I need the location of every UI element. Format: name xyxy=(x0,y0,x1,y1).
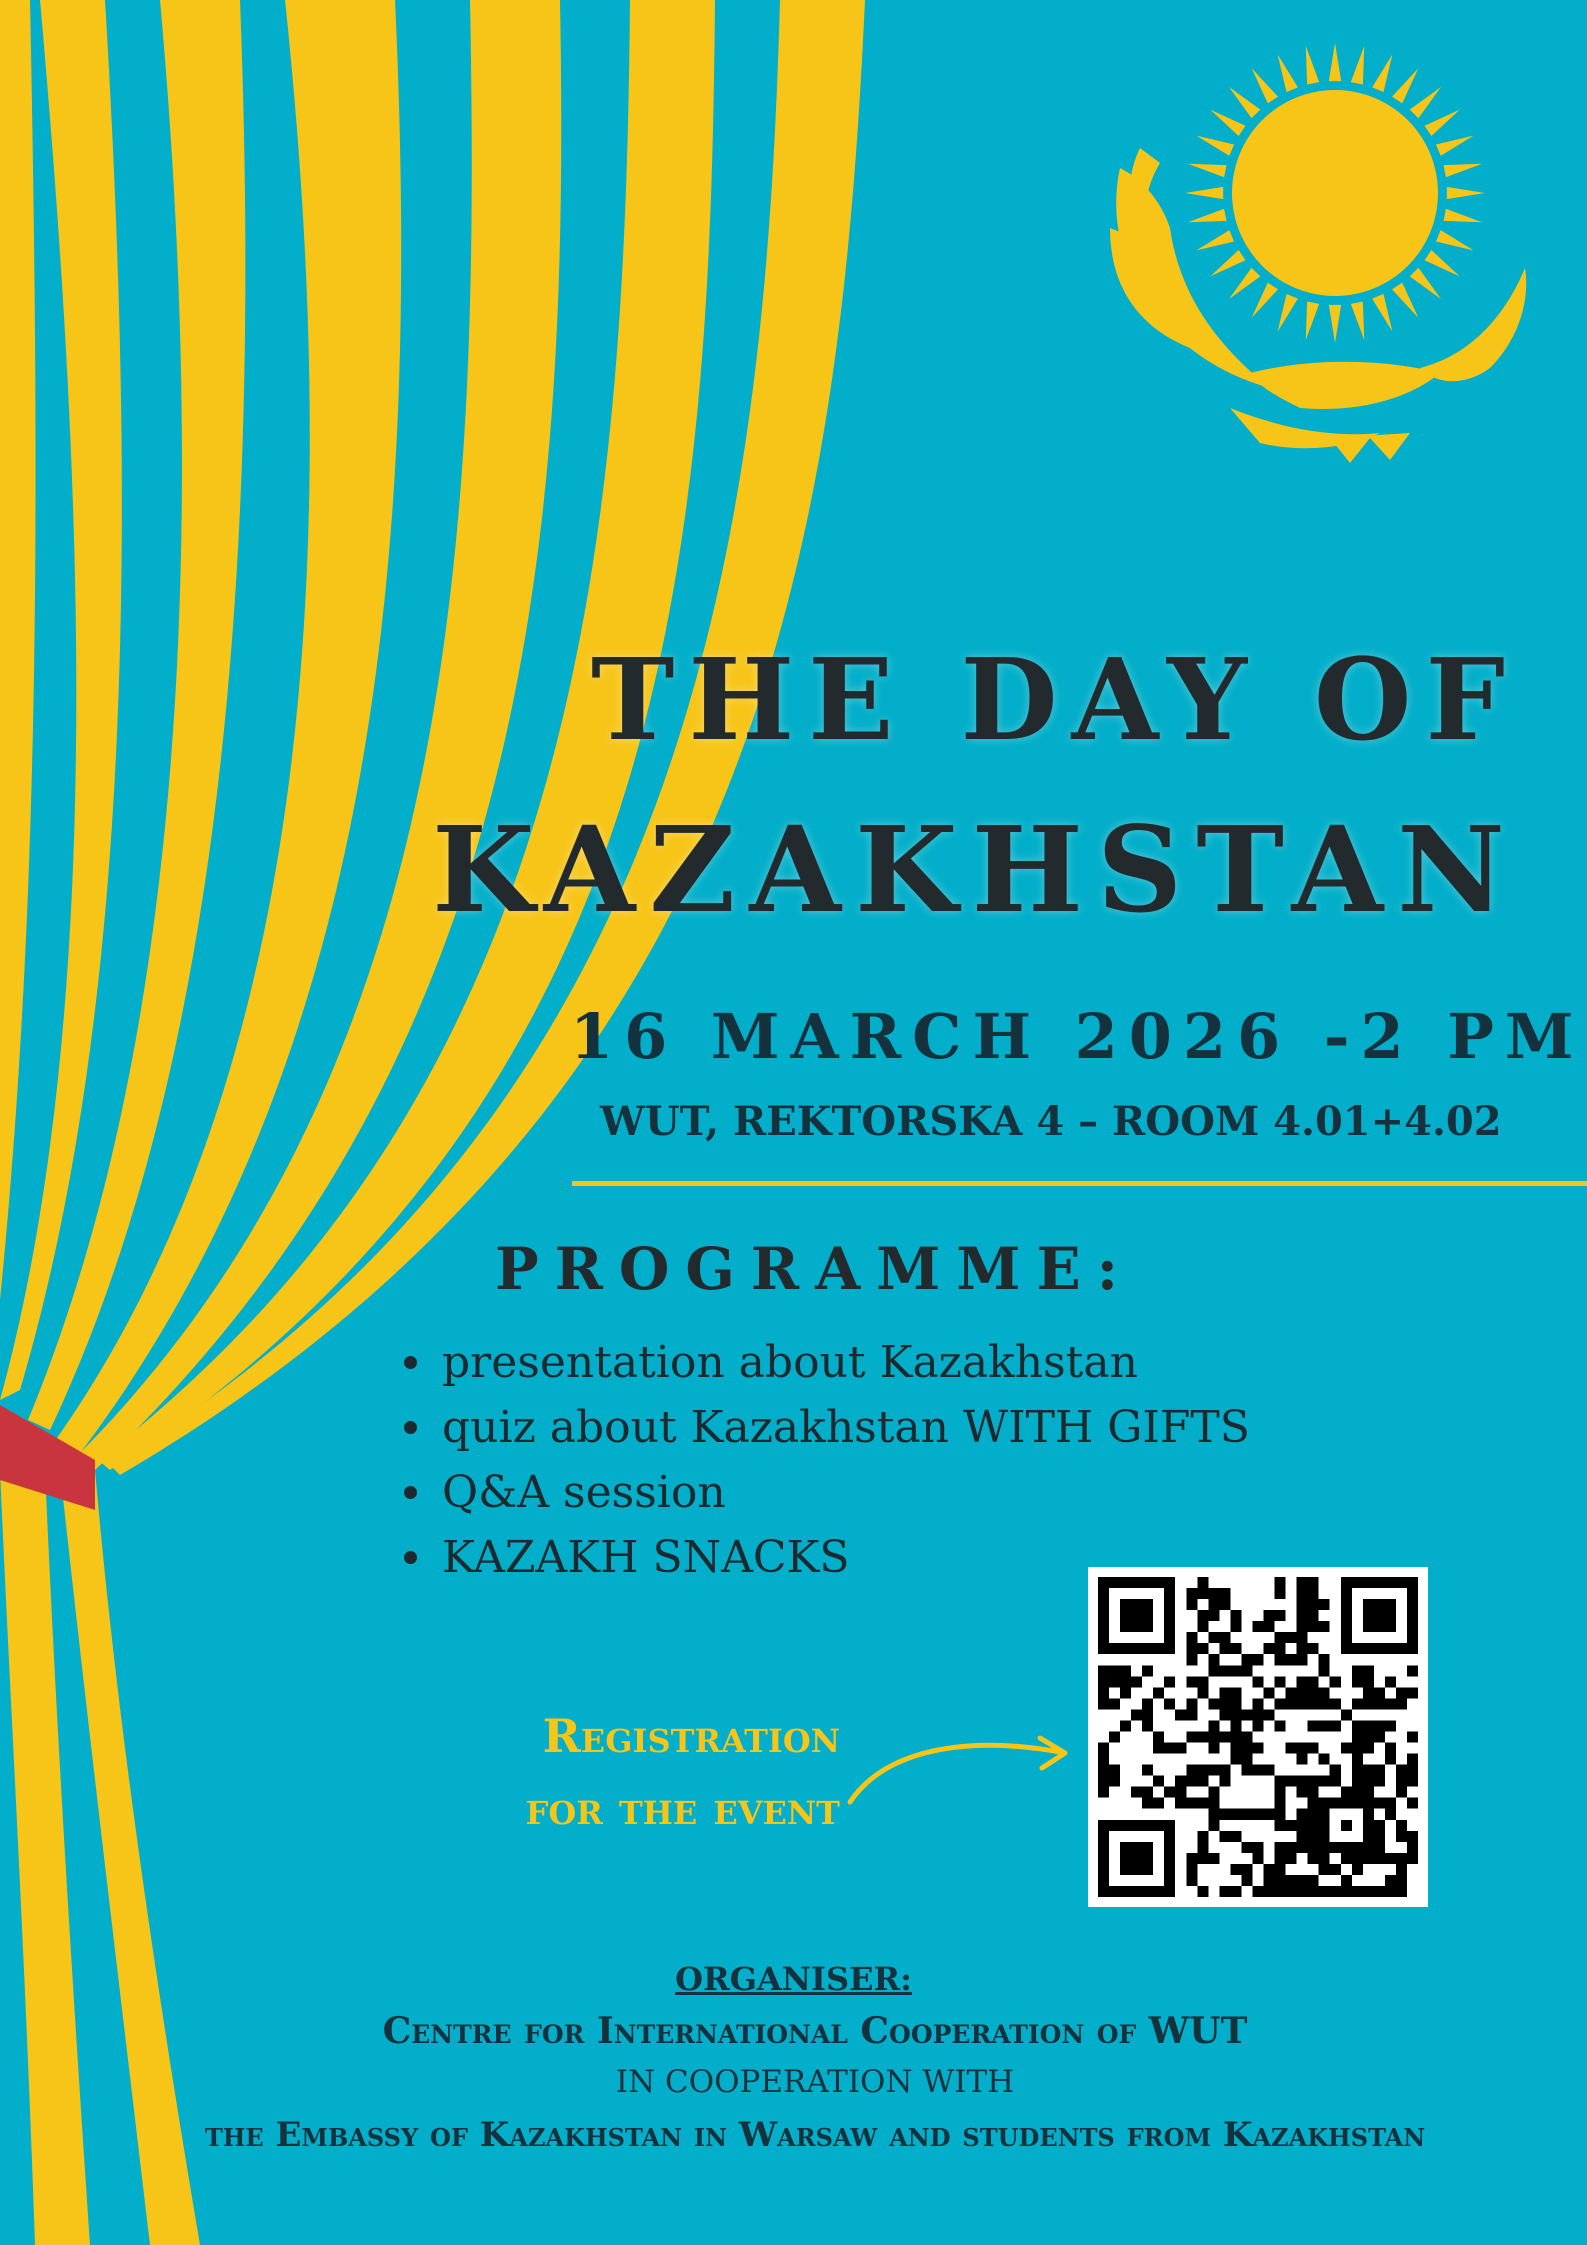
bullet-icon xyxy=(404,1421,417,1434)
registration-qr-code[interactable] xyxy=(1088,1567,1428,1907)
event-venue: WUT, REKTORSKA 4 – ROOM 4.01+4.02 xyxy=(600,1098,1502,1145)
programme-item-text: presentation about Kazakhstan xyxy=(442,1337,1138,1388)
cooperation-text: IN COOPERATION WITH xyxy=(615,2064,1015,2100)
event-title-line-1: THE DAY OF xyxy=(591,635,1519,766)
registration-line-1: Registration xyxy=(542,1709,840,1763)
programme-item xyxy=(400,1460,1250,1525)
bullet-icon xyxy=(404,1486,417,1499)
sun-and-eagle-icon xyxy=(1080,28,1540,468)
programme-list xyxy=(400,1330,1250,1590)
event-date-time: 16 MARCH 2026 -2 PM xyxy=(570,1000,1585,1073)
programme-item xyxy=(400,1395,1250,1460)
programme-item-text: KAZAKH SNACKS xyxy=(442,1532,850,1583)
programme-item-text: Q&A session xyxy=(442,1467,726,1518)
programme-heading: PROGRAMME: xyxy=(495,1235,1135,1303)
curved-arrow-icon xyxy=(845,1730,1075,1810)
event-title-line-2: KAZAKHSTAN xyxy=(431,800,1519,939)
organiser-label: ORGANISER: xyxy=(675,1960,912,1998)
partners-text: the Embassy of Kazakhstan in Warsaw and students from Kazakhstan xyxy=(204,2115,1426,2155)
registration-label xyxy=(440,1700,840,1844)
programme-item xyxy=(400,1330,1250,1395)
qr-code-icon xyxy=(1098,1577,1418,1897)
organiser-name: Centre for International Cooperation of WUT xyxy=(382,2010,1248,2052)
programme-item-text: quiz about Kazakhstan WITH GIFTS xyxy=(442,1402,1250,1453)
bullet-icon xyxy=(404,1356,417,1369)
bullet-icon xyxy=(404,1551,417,1564)
registration-line-2: for the event xyxy=(525,1781,840,1835)
divider xyxy=(572,1181,1587,1186)
